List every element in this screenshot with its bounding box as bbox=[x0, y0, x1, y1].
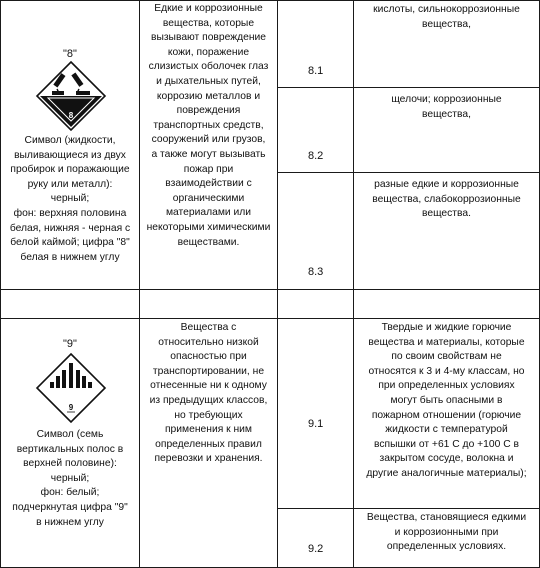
class-8-symbol-description: Символ (жидкости, выливающиеся из двух пробирок и поражающие руку или металл): черный; фон: верхняя половина белая, нижняя - черная с белой каймой; цифра "8" белая в нижнем углу bbox=[9, 135, 131, 263]
subclass-8-1-code: 8.1 bbox=[308, 65, 324, 77]
class-8-class-description: Едкие и коррозионные вещества, которые вызывают повреждение кожи, поражение слизистых оболочек глаз и дыхательных путей, коррозию металлов и повреждения транспортных средств, сооружений или грузов, а также могут вызывать пожар при взаимодействии с органическими материалами или некоторыми химическими веществами. bbox=[146, 3, 271, 248]
subclass-8-1-description: кислоты, сильнокоррозионные вещества, bbox=[373, 4, 520, 30]
subclass-9-1-description: Твердые и жидкие горючие вещества и материалы, которые по своим свойствам не относятся к 3 и 4-му классам, но при определенных условиях могут быть опасными в пожарном отношении (горючие жидкости с температурой вспышки от +61 С до +100 С в закрытом сосуде, волокна и другие аналогичные материалы); bbox=[366, 322, 527, 479]
subclass-9-1-code: 9.1 bbox=[308, 418, 324, 430]
subclass-8-3-code: 8.3 bbox=[308, 266, 324, 278]
grid-line bbox=[277, 172, 540, 173]
class-8-label: "8" bbox=[63, 48, 77, 60]
grid-line bbox=[0, 318, 540, 319]
subclass-8-2-code: 8.2 bbox=[308, 150, 324, 162]
class-8-sign-digit: 8 bbox=[68, 111, 74, 120]
class-9-hazard-sign bbox=[35, 352, 107, 424]
miscellaneous-hazard-sign-icon bbox=[35, 352, 107, 424]
class-9-class-description: Вещества с относительно низкой опасностью при транспортировании, не отнесенные ни к одному из предыдущих классов, но требующих применения к ним определенных правил перевозки и хранения. bbox=[149, 322, 268, 465]
subclass-8-3-description: разные едкие и коррозионные вещества, слабокоррозионные вещества. bbox=[372, 179, 521, 220]
subclass-9-2-description: Вещества, становящиеся едкими и коррозионными при определенных условиях. bbox=[366, 512, 527, 553]
class-8-hazard-sign bbox=[35, 60, 107, 132]
grid-line bbox=[0, 0, 540, 1]
grid-line bbox=[277, 0, 278, 568]
corrosive-sign-icon bbox=[35, 60, 107, 132]
subclass-8-2-description: щелочи; коррозионные вещества, bbox=[391, 94, 502, 120]
grid-line bbox=[277, 87, 540, 88]
class-9-symbol-description: Символ (семь вертикальных полос в верхней половине): черный; фон: белый; подчеркнутая цифра "9" в нижнем углу bbox=[12, 429, 128, 528]
class-9-label: "9" bbox=[63, 338, 77, 350]
grid-line bbox=[0, 289, 540, 290]
grid-line bbox=[277, 508, 540, 509]
class-9-sign-digit: 9 bbox=[68, 403, 74, 412]
subclass-9-2-code: 9.2 bbox=[308, 543, 324, 555]
grid-line bbox=[353, 0, 354, 568]
